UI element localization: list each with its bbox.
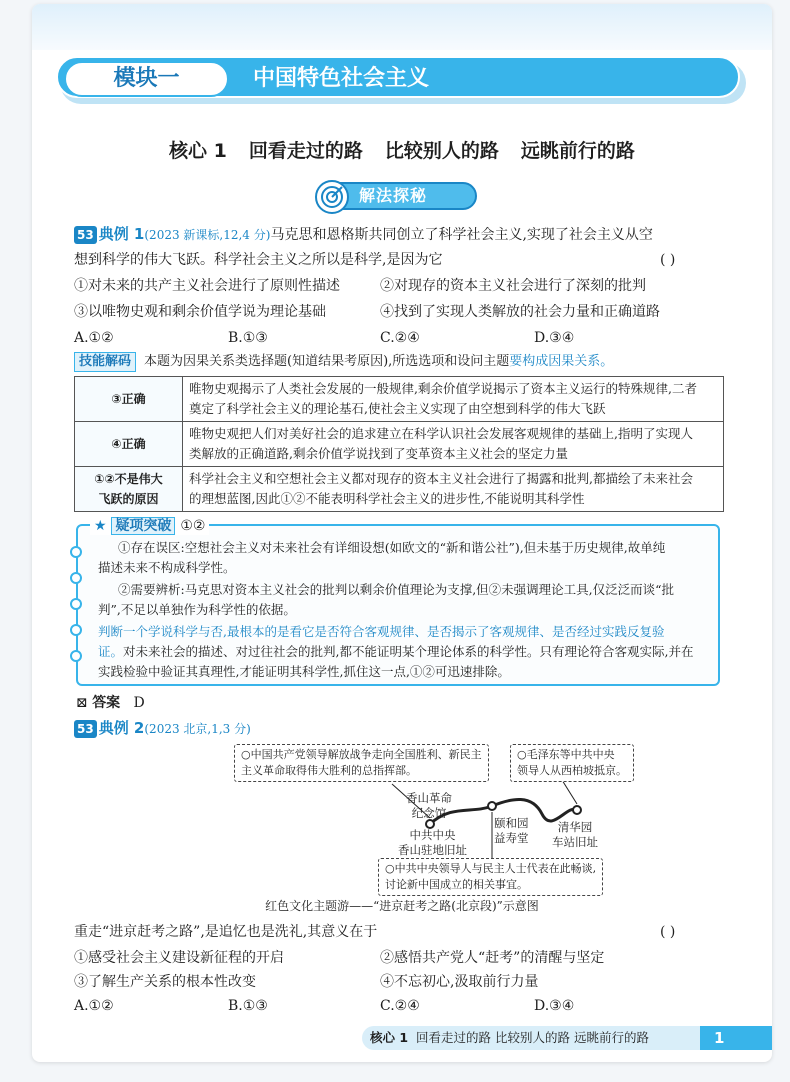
row-key: ④正确: [75, 422, 183, 467]
example2-option-4: ④不忘初心,汲取前行力量: [380, 974, 539, 990]
row-explanation: [183, 467, 724, 512]
example1-option-4: ④找到了实现人类解放的社会力量和正确道路: [380, 304, 660, 320]
module-tab: 模块一: [64, 61, 229, 97]
callout-arrival: [510, 744, 634, 782]
example1-option-2: ②对现存的资本主义社会进行了深刻的批判: [380, 278, 646, 294]
page: [32, 4, 772, 1062]
table-row: [75, 377, 724, 422]
method-badge-label: 解法探秘: [359, 186, 428, 205]
table-row: [75, 467, 724, 512]
example2-choice-a: A.①②: [74, 998, 114, 1014]
location-line: 颐和园: [494, 816, 529, 830]
doubt-line-3: ②需要辨析:马克思对资本主义社会的批判以剩余价值理论为支撑,但②未强调理论工具,仅泛泛而谈“批: [118, 582, 675, 597]
answer-value: D: [133, 695, 145, 711]
answer: [76, 692, 145, 714]
row-key-line: 飞跃的原因: [98, 492, 159, 506]
example1-stem-line1: [74, 222, 653, 247]
row-line: 奠定了科学社会主义的理论基石,使社会主义实现了由空想到科学的伟大飞跃: [189, 401, 606, 416]
row-key: ③正确: [75, 377, 183, 422]
example1-choice-d: D.③④: [534, 330, 575, 346]
core-number: 核心 1: [169, 140, 227, 162]
row-explanation: [183, 377, 724, 422]
doubt-tag: [90, 515, 209, 535]
ring-icon: [70, 572, 82, 584]
example2-stem: 重走“进京赶考之路”,是追忆也是洗礼,其意义在于: [74, 924, 378, 940]
footer-running-title: [362, 1026, 700, 1050]
table-row: [75, 422, 724, 467]
example1-option-3: ③以唯物史观和剩余价值学说为理论基础: [74, 304, 326, 320]
location-line: 香山革命: [406, 791, 452, 805]
header-band: [56, 56, 740, 98]
doubt-line-4: 判”,不足以单独作为科学性的依据。: [98, 602, 296, 617]
doubt-line-2: 描述未来不构成科学性。: [98, 560, 236, 575]
skill-tag: 技能解码: [74, 352, 136, 372]
53-logo-icon: 53: [74, 226, 97, 244]
doubt-line-1: ①存在误区:空想社会主义对未来社会有详细设想(如欧文的“新和谐公社”),但未基于历史规律,故单纯: [118, 540, 666, 555]
doubt-tag-suffix: ①②: [180, 518, 206, 534]
checkbox-icon: ⊠: [76, 695, 88, 711]
example2-choice-c: C.②④: [380, 998, 420, 1014]
callout-line: 讨论新中国成立的相关事宜。: [385, 878, 528, 891]
row-line: 唯物史观揭示了人类社会发展的一般规律,剩余价值学说揭示了资本主义运行的特殊规律,二者: [189, 381, 697, 396]
header-decoration: [32, 4, 772, 50]
callout-headquarters: [234, 744, 489, 782]
location-line: 车站旧址: [552, 835, 598, 849]
example2-choice-b: B.①③: [228, 998, 268, 1014]
page-number: 1: [700, 1026, 772, 1050]
doubt-line-7: 实践检验中验证其真理性,才能证明其科学性,抓住这一点,①②可迅速排除。: [98, 664, 510, 679]
row-key: [75, 467, 183, 512]
doubt-tag-label: 疑项突破: [111, 517, 175, 535]
doubt-line-5: 判断一个学说科学与否,最根本的是看它是否符合客观规律、是否揭示了客观规律、是否经过实践反复验: [98, 624, 665, 639]
diagram-caption: 红色文化主题游——“进京赶考之路(北京段)”示意图: [265, 899, 539, 913]
location-xiangshan-museum: [406, 791, 452, 821]
doubt-line-6: [98, 642, 693, 662]
location-line: 香山驻地旧址: [398, 843, 467, 857]
core-phrase-3: 远眺前行的路: [520, 140, 635, 162]
row-line: 唯物史观把人们对美好社会的追求建立在科学认识社会发展客观规律的基础上,指明了实现人: [189, 426, 693, 441]
row-key-line: ①②不是伟大: [94, 472, 163, 486]
example1-choice-b: B.①③: [228, 330, 268, 346]
example2-choice-d: D.③④: [534, 998, 575, 1014]
example1-stem-text1: 马克思和恩格斯共同创立了科学社会主义,实现了社会主义从空: [270, 227, 653, 243]
callout-line: 主义革命取得伟大胜利的总指挥部。: [241, 764, 417, 777]
doubt-line-6-highlight: 证。: [98, 644, 124, 659]
example1-choice-c: C.②④: [380, 330, 420, 346]
example2-option-2: ②感悟共产党人“赶考”的清醒与坚定: [380, 950, 605, 966]
analysis-table: [74, 376, 724, 512]
location-line: 益寿堂: [494, 831, 529, 845]
example1-answer-paren: ( ): [660, 252, 676, 268]
ring-icon: [70, 546, 82, 558]
ring-icon: [70, 624, 82, 636]
row-explanation: [183, 422, 724, 467]
ring-icon: [70, 650, 82, 662]
example2-option-3: ③了解生产关系的根本性改变: [74, 974, 256, 990]
row-line: 科学社会主义和空想社会主义都对现存的资本主义社会进行了揭露和批判,都描绘了未来社会: [189, 471, 693, 486]
target-icon: [315, 180, 349, 214]
example1-stem-line2: 想到科学的伟大飞跃。科学社会主义之所以是科学,是因为它: [74, 252, 443, 268]
callout-line: 领导人从西柏坡抵京。: [517, 764, 627, 777]
location-summer-palace: [494, 816, 529, 846]
example2-answer-paren: ( ): [660, 924, 676, 940]
example1-option-1: ①对未来的共产主义社会进行了原则性描述: [74, 278, 340, 294]
skill-decode: [74, 350, 613, 374]
example2-option-1: ①感受社会主义建设新征程的开启: [74, 950, 284, 966]
page-footer: [362, 1026, 772, 1050]
skill-text: 本题为因果关系类选择题(知道结果考原因),所选选项和设问主题: [144, 354, 510, 369]
location-line: 中共中央: [409, 828, 456, 842]
callout-line: ○中国共产党领导解放战争走向全国胜利、新民主: [241, 748, 482, 761]
doubt-line-6-text: 对未来社会的描述、对过往社会的批判,都不能证明某个理论体系的科学性。只有理论符合客观实际,并在: [123, 644, 694, 659]
location-line: 清华园: [557, 820, 593, 834]
example2-heading: [74, 716, 251, 741]
example2-source: (2023 北京,1,3 分): [144, 722, 251, 736]
footer-text: 回看走过的路 比较别人的路 远眺前行的路: [416, 1030, 649, 1045]
core-title: [32, 136, 772, 163]
location-xiangshan-site: [398, 828, 467, 858]
method-badge: [317, 182, 477, 210]
row-line: 类解放的正确道路,剩余价值学说找到了变革资本主义社会的坚定力量: [189, 446, 568, 461]
skill-highlight: 要构成因果关系。: [509, 354, 614, 369]
core-phrase-1: 回看走过的路: [248, 140, 363, 162]
answer-label: 答案: [92, 695, 121, 711]
callout-line: ○毛泽东等中共中央: [517, 748, 615, 761]
core-phrase-2: 比较别人的路: [384, 140, 499, 162]
callout-line: ○中共中央领导人与民主人士代表在此畅谈,: [385, 862, 597, 875]
route-diagram: [192, 744, 627, 894]
module-header: [56, 56, 746, 104]
row-line: 的理想蓝图,因此①②不能表明科学社会主义的进步性,不能说明其科学性: [189, 491, 585, 506]
example1-label: 典例 1: [98, 225, 145, 243]
location-qinghua-station: [552, 820, 598, 850]
example1-choice-a: A.①②: [74, 330, 114, 346]
footer-core: 核心 1: [370, 1030, 409, 1045]
ring-icon: [70, 598, 82, 610]
example1-source: (2023 新课标,12,4 分): [144, 228, 271, 242]
example2-label: 典例 2: [98, 719, 145, 737]
callout-discussion: [378, 858, 603, 896]
location-line: 纪念馆: [411, 806, 447, 820]
doubt-breakthrough-box: [76, 518, 720, 686]
star-icon: ★: [94, 518, 107, 534]
53-logo-icon: 53: [74, 720, 97, 738]
module-title: 中国特色社会主义: [253, 66, 430, 91]
